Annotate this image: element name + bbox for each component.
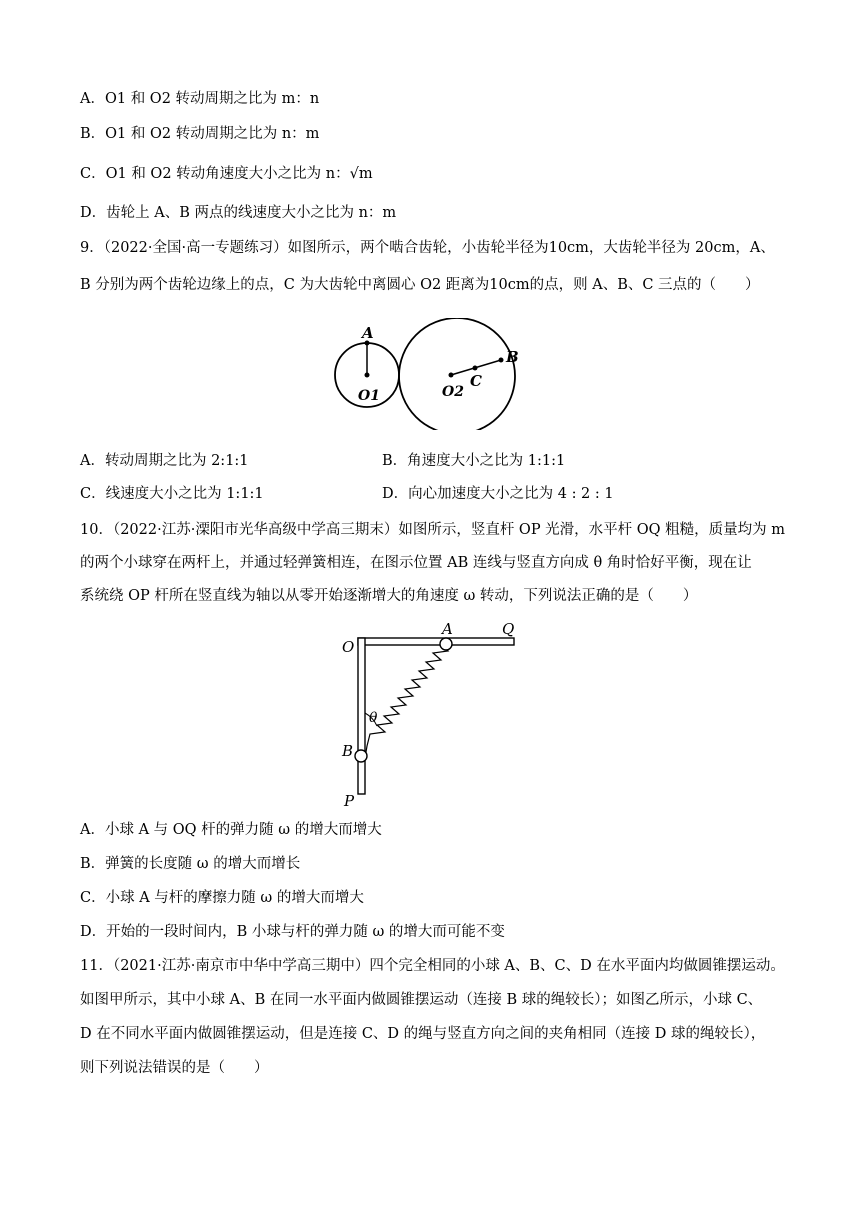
point-o2 [449,373,454,378]
q10-stem-line-2: 的两个小球穿在两杆上，并通过轻弹簧相连，在图示位置 AB 连线与竖直方向成 θ 角时恰好平衡，现在让 [80,555,752,571]
q8-option-a: A．O1 和 O2 转动周期之比为 m：n [80,91,320,107]
q10-option-a: A．小球 A 与 OQ 杆的弹力随 ω 的增大而增大 [80,822,382,838]
ball-a [440,638,452,650]
q9-option-c: C．线速度大小之比为 1:1:1 [80,486,264,502]
q11-stem-line-3: D 在不同水平面内做圆锥摆运动，但是连接 C、D 的绳与竖直方向之间的夹角相同（连接 D 球的绳较长）， [80,1026,766,1042]
label-theta: θ [369,710,378,726]
large-gear-circle [399,318,515,430]
q10-option-d: D．开始的一段时间内，B 小球与杆的弹力随 ω 的增大而可能不变 [80,924,505,940]
label-q: Q [502,620,515,638]
q9-stem-line-2: B 分别为两个齿轮边缘上的点，C 为大齿轮中离圆心 O2 距离为10cm的点，则 A、B、C 三点的（ ） [80,277,760,293]
q9-option-d: D．向心加速度大小之比为 4 : 2 : 1 [382,486,614,502]
label-p: P [344,792,355,810]
q11-stem-line-4: 则下列说法错误的是（ ） [80,1060,269,1076]
q9-gear-figure [325,318,530,430]
point-c [473,366,478,371]
label-b: B [342,742,354,760]
label-o1: O1 [358,388,380,404]
q10-option-b: B．弹簧的长度随 ω 的增大而增长 [80,856,301,872]
q10-option-c: C．小球 A 与杆的摩擦力随 ω 的增大而增大 [80,890,364,906]
spring [365,644,448,758]
q10-spring-figure [330,618,530,814]
q10-stem-line-1: 10．（2022·江苏·溧阳市光华高级中学高三期末）如图所示，竖直杆 OP 光滑，水平杆 OQ 粗糙，质量均为 m [80,522,786,538]
q8-option-c: C．O1 和 O2 转动角速度大小之比为 n：√m [80,166,373,182]
q8-option-d: D．齿轮上 A、B 两点的线速度大小之比为 n：m [80,205,397,221]
q11-stem-line-1: 11．（2021·江苏·南京市中华中学高三期中）四个完全相同的小球 A、B、C、D 在水平面内均做圆锥摆运动。 [80,958,785,974]
q10-stem-line-3: 系统绕 OP 杆所在竖直线为轴以从零开始逐渐增大的角速度 ω 转动，下列说法正确的是（ ） [80,588,698,604]
horizontal-rod-oq [358,638,514,645]
label-o2: O2 [442,384,464,400]
q9-option-a: A．转动周期之比为 2:1:1 [80,453,249,469]
point-b [499,358,504,363]
point-o1 [365,373,370,378]
q9-stem-line-1: 9．（2022·全国·高一专题练习）如图所示，两个啮合齿轮，小齿轮半径为10cm，大齿轮半径为 20cm，A、 [80,240,775,256]
rod-corner [359,639,364,644]
q9-option-b: B．角速度大小之比为 1:1:1 [382,453,566,469]
label-o: O [342,638,355,656]
label-a: A [362,324,374,342]
ball-b [355,750,367,762]
label-b: B [506,348,519,366]
label-a: A [442,620,453,638]
label-c: C [470,372,482,390]
vertical-rod-op [358,638,365,794]
q8-option-b: B．O1 和 O2 转动周期之比为 n：m [80,126,320,142]
q11-stem-line-2: 如图甲所示，其中小球 A、B 在同一水平面内做圆锥摆运动（连接 B 球的绳较长）；如图乙所示，小球 C、 [80,992,763,1008]
